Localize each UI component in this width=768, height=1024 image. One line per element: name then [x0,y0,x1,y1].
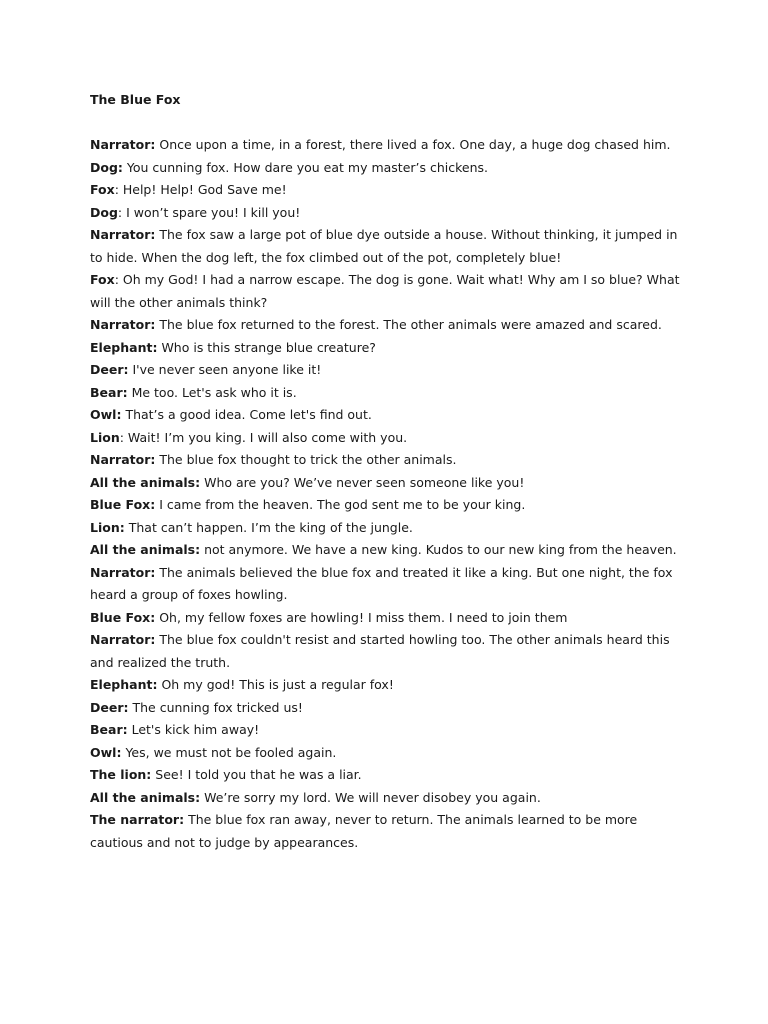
dialogue-text: Once upon a time, in a forest, there lived a fox. One day, a huge dog chased him. [155,137,671,152]
dialogue-text: : I won’t spare you! I kill you! [117,204,301,220]
dialogue-text: The blue fox returned to the forest. The other animals were amazed and scared. [155,317,662,332]
dialogue-text: : Help! Help! God Save me! [114,182,287,197]
dialogue-text: The blue fox thought to trick the other animals. [155,452,457,467]
speaker-label: Narrator: [90,452,156,467]
dialogue-line [90,629,690,674]
document-title: The Blue Fox [90,92,181,107]
dialogue-line [90,607,690,630]
dialogue-line [90,427,690,450]
dialogue-text: Who is this strange blue creature? [157,339,376,355]
dialogue-text: Oh, my fellow foxes are howling! I miss them. I need to join them [155,609,568,625]
dialogue-line [90,134,690,157]
dialogue-line [90,269,690,314]
dialogue-line [90,787,690,810]
speaker-label: Owl: [90,744,122,760]
dialogue-line [90,472,690,495]
dialogue-text: We’re sorry my lord. We will never disobey you again. [200,789,541,805]
dialogue-line [90,517,690,540]
dialogue-line [90,494,690,517]
dialogue-line [90,719,690,742]
dialogue-text: The blue fox couldn't resist and started howling too. The other animals heard this and realized the truth. [90,632,670,670]
dialogue-text: : Oh my God! I had a narrow escape. The dog is gone. Wait what! Why am I so blue? What will the other animals think? [90,272,680,310]
speaker-label: Lion: [90,519,125,535]
dialogue-text: not anymore. We have a new king. Kudos to our new king from the heaven. [200,542,677,557]
dialogue-text: The cunning fox tricked us! [128,699,303,715]
speaker-label: Dog: [90,159,123,175]
dialogue-line [90,674,690,697]
dialogue-line [90,179,690,202]
dialogue-text: The animals believed the blue fox and treated it like a king. But one night, the fox heard a group of foxes howling. [90,564,673,602]
speaker-label: Bear: [90,722,128,737]
dialogue-line [90,449,690,472]
speaker-label: Narrator: [90,227,156,242]
speaker-label: All the animals: [90,542,201,557]
dialogue-text: The fox saw a large pot of blue dye outside a house. Without thinking, it jumped in to hide. When the dog left, the fox climbed out of the pot, completely blue! [90,227,678,265]
speaker-label: Narrator: [90,564,156,580]
speaker-label: Owl: [90,407,122,422]
dialogue-line [90,404,690,427]
dialogue-text: That can’t happen. I’m the king of the jungle. [124,519,413,535]
speaker-label: Deer: [90,362,129,377]
speaker-label: All the animals: [90,474,201,490]
dialogue-text: Oh my god! This is just a regular fox! [157,677,394,692]
speaker-label: Elephant: [90,339,158,355]
speaker-label: All the animals: [90,789,201,805]
dialogue-line [90,562,690,607]
speaker-label: Fox [90,182,115,197]
script-body [90,134,690,854]
speaker-label: Dog [90,204,118,220]
speaker-label: Deer: [90,699,129,715]
speaker-label: The lion: [90,767,152,782]
dialogue-line [90,764,690,787]
dialogue-line [90,697,690,720]
speaker-label: Blue Fox: [90,497,156,512]
speaker-label: Blue Fox: [90,609,156,625]
speaker-label: Fox [90,272,115,287]
dialogue-line [90,157,690,180]
speaker-label: Bear: [90,384,128,400]
dialogue-text: Who are you? We’ve never seen someone like you! [200,474,525,490]
speaker-label: The narrator: [90,812,185,827]
speaker-label: Narrator: [90,632,156,647]
speaker-label: Narrator: [90,137,156,152]
dialogue-text: I've never seen anyone like it! [128,362,322,377]
dialogue-text: The blue fox ran away, never to return. The animals learned to be more cautious and not to judge by appearances. [90,812,638,850]
dialogue-line [90,742,690,765]
dialogue-text: Yes, we must not be fooled again. [121,744,337,760]
dialogue-text: : Wait! I’m you king. I will also come with you. [119,429,408,445]
dialogue-text: That’s a good idea. Come let's find out. [121,407,372,422]
speaker-label: Lion [90,429,120,445]
dialogue-text: Me too. Let's ask who it is. [127,384,297,400]
dialogue-line [90,202,690,225]
speaker-label: Elephant: [90,677,158,692]
speaker-label: Narrator: [90,317,156,332]
dialogue-text: Let's kick him away! [127,722,260,737]
dialogue-text: See! I told you that he was a liar. [151,767,362,782]
dialogue-line [90,539,690,562]
dialogue-line [90,224,690,269]
dialogue-line [90,382,690,405]
dialogue-line [90,314,690,337]
dialogue-text: You cunning fox. How dare you eat my master’s chickens. [122,159,489,175]
dialogue-line [90,337,690,360]
dialogue-text: I came from the heaven. The god sent me to be your king. [155,497,526,512]
dialogue-line [90,809,690,854]
dialogue-line [90,359,690,382]
